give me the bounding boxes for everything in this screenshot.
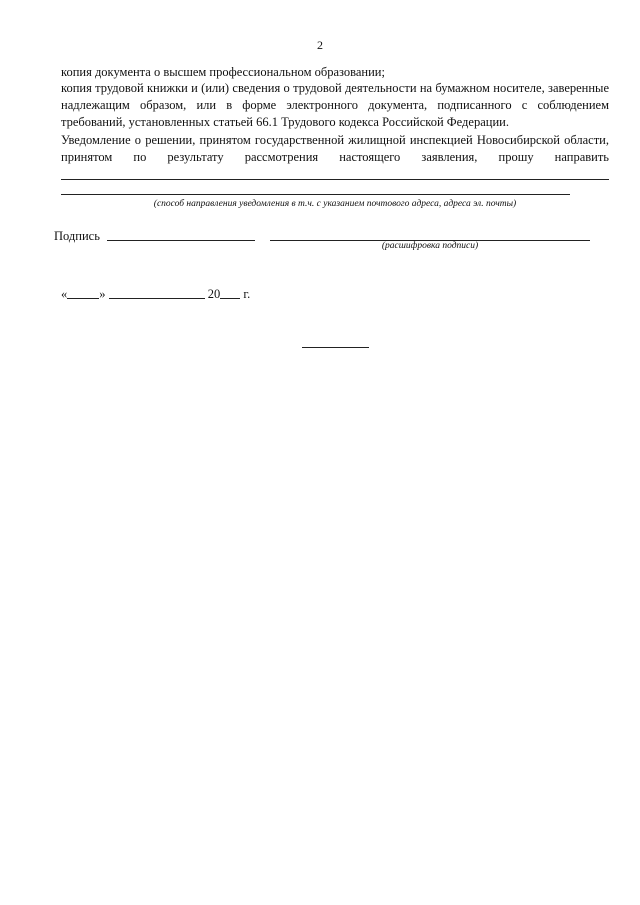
year-field[interactable] <box>220 286 240 299</box>
year-suffix: г. <box>243 287 251 301</box>
date-close-quote: » <box>99 287 106 301</box>
month-field[interactable] <box>109 286 205 299</box>
signature-field[interactable] <box>107 240 255 241</box>
notification-paragraph: Уведомление о решении, принятом государственной жилищной инспекцией Новосибирской области, принятом по результату рассмотрения настоящего заявления, прошу направить <box>61 133 609 164</box>
work-record-item: копия трудовой книжки и (или) сведения о трудовой деятельности на бумажном носителе, заверенные надлежащим образом, или в форме электронного документа, подписанного с соблюдением требований, установленных статьей 66.1 Трудового кодекса Российской Федерации. <box>61 81 609 129</box>
notification-method-hint: (способ направления уведомления в т.ч. с указанием почтового адреса, адреса эл. почты) <box>153 199 517 209</box>
notification-method-line-2[interactable] <box>61 194 570 195</box>
signature-decode-hint: (расшифровка подписи) <box>381 241 479 251</box>
document-copy-item: копия документа о высшем профессиональном образовании; <box>61 65 385 79</box>
date-row <box>61 286 250 302</box>
date-open-quote: « <box>61 287 68 301</box>
signature-label: Подпись <box>54 229 100 243</box>
year-century: 20 <box>207 287 221 301</box>
end-separator <box>302 347 369 348</box>
page-number: 2 <box>317 38 323 52</box>
day-field[interactable] <box>67 286 99 299</box>
notification-method-line-1[interactable] <box>61 179 609 180</box>
